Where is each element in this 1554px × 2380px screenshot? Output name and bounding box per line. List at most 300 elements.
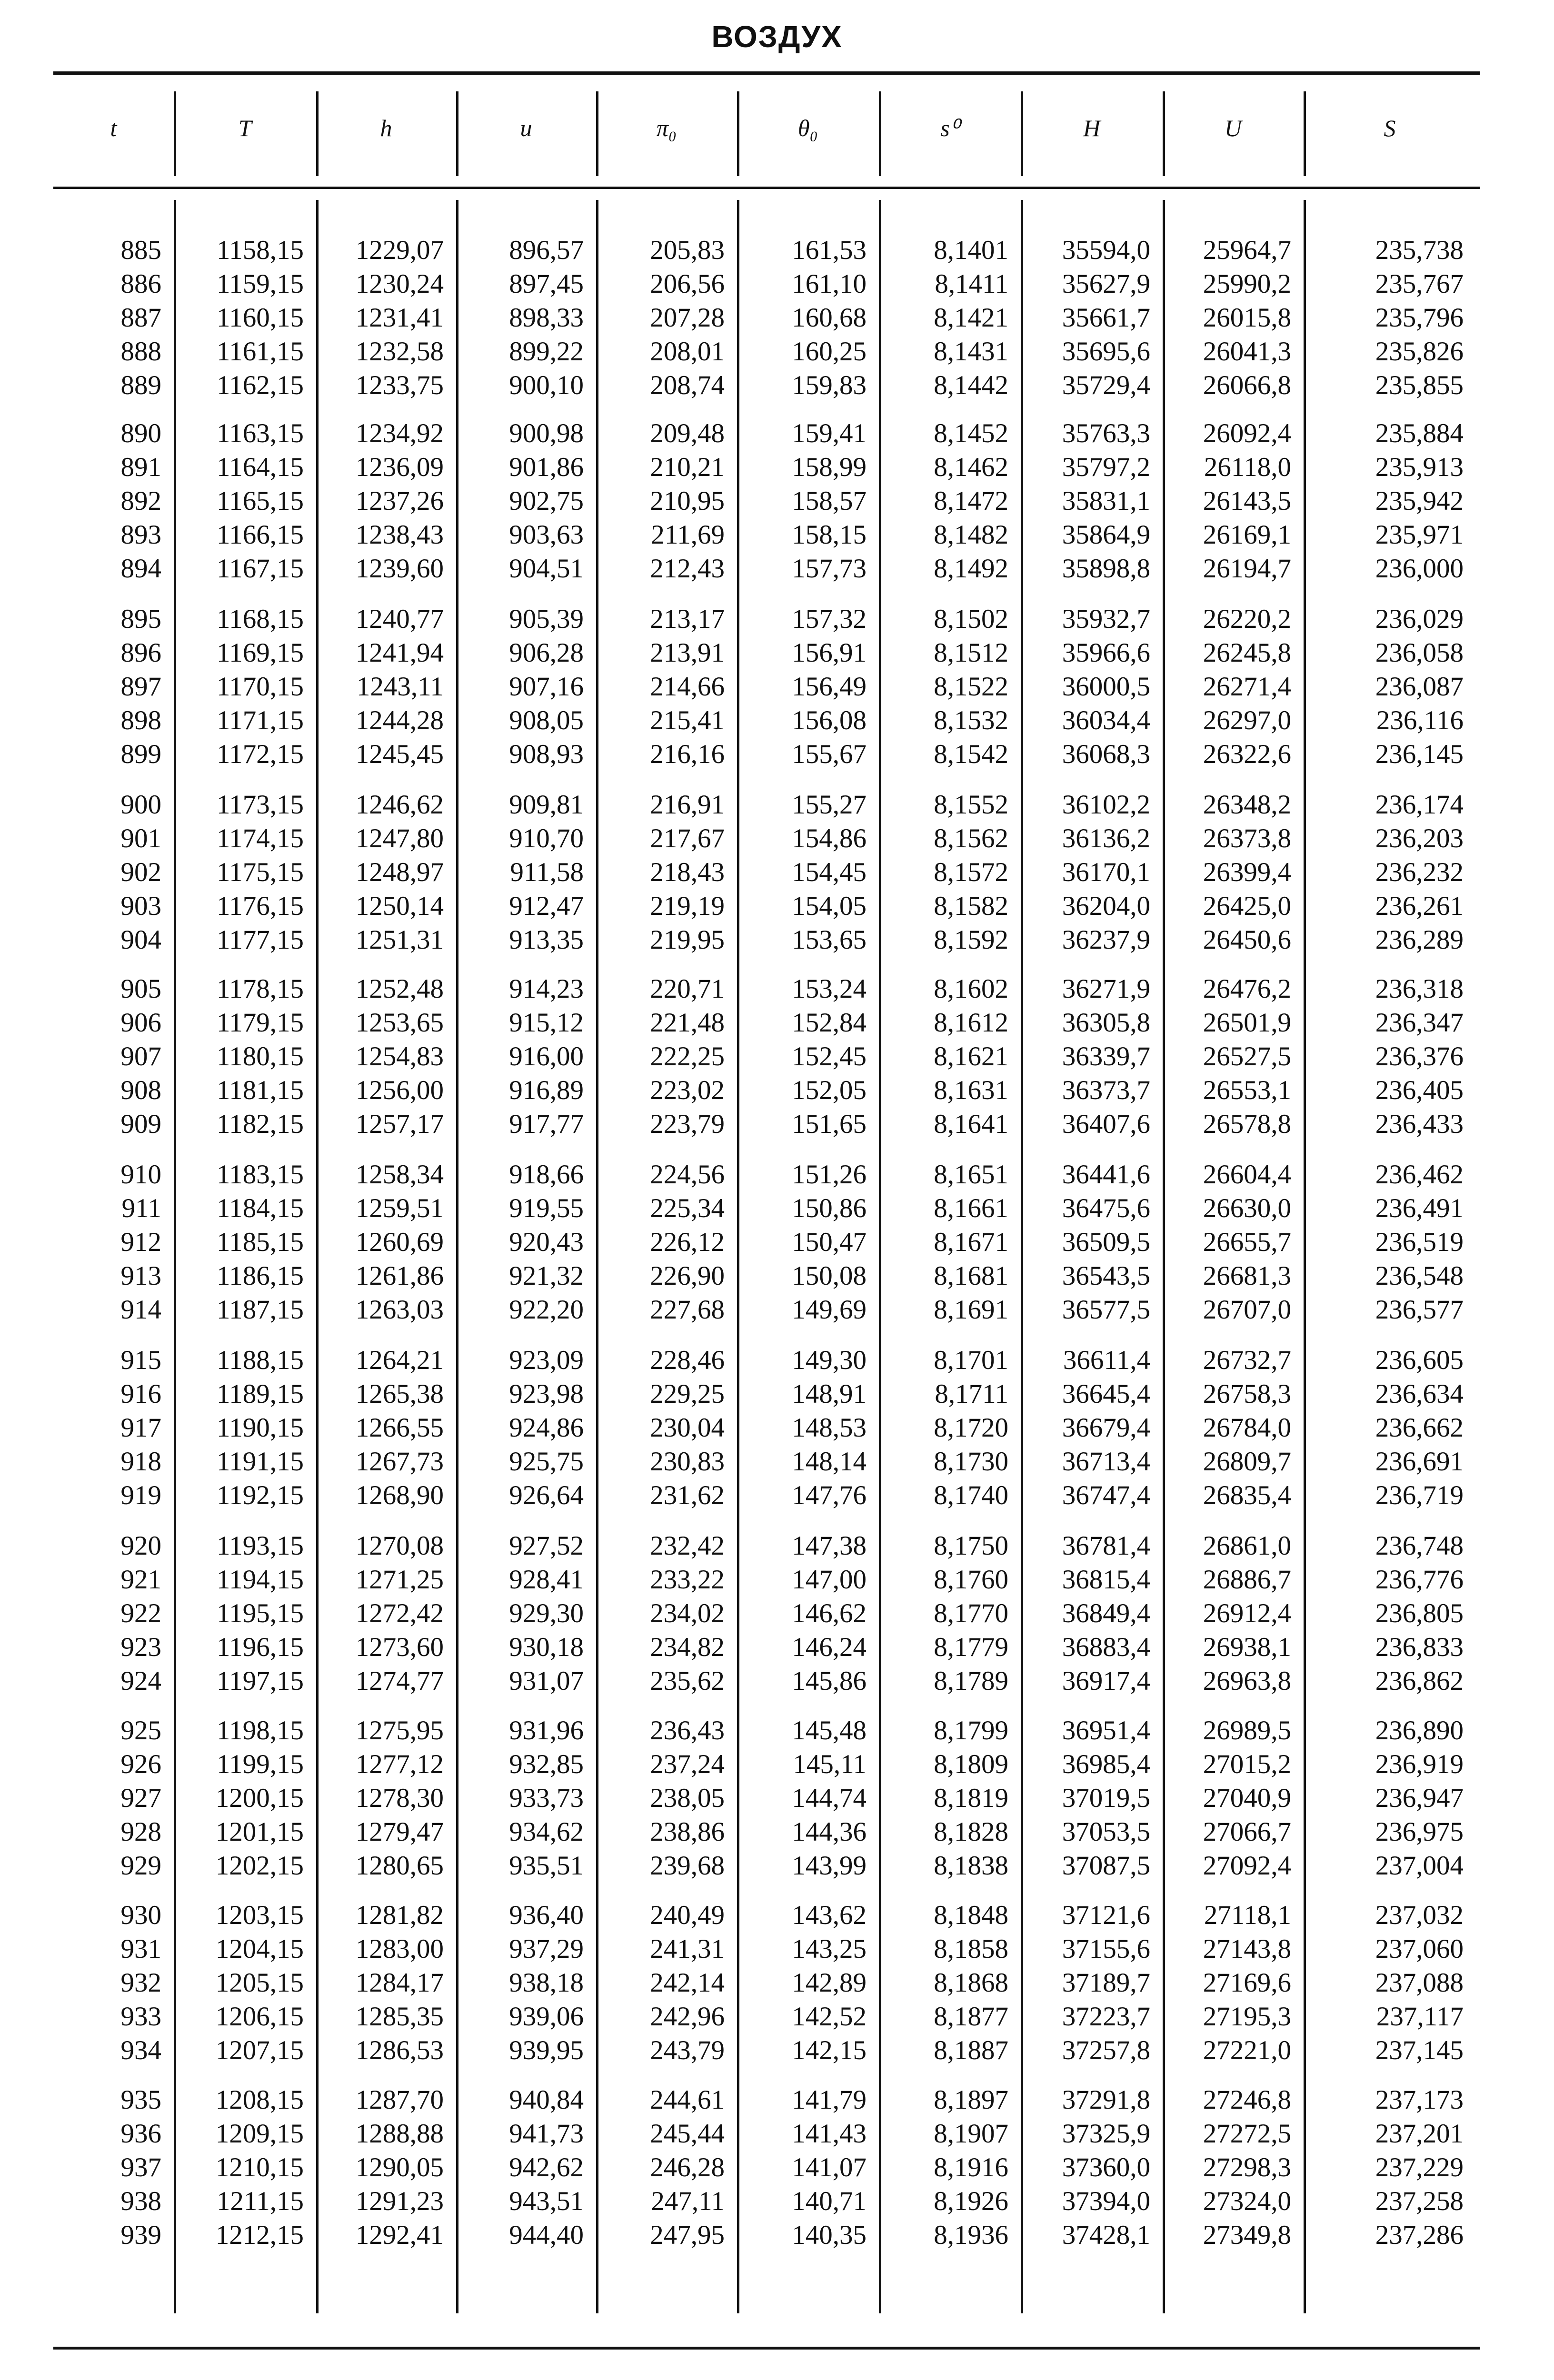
cell-t: 919 xyxy=(120,1480,161,1510)
cell-S: 236,116 xyxy=(1376,705,1464,735)
cell-h: 1266,55 xyxy=(355,1413,444,1443)
cell-S: 236,748 xyxy=(1375,1531,1464,1561)
cell-H: 36849,4 xyxy=(1062,1598,1150,1628)
cell-s0: 8,1462 xyxy=(934,452,1008,482)
cell-pi0: 247,95 xyxy=(650,2220,725,2250)
cell-h: 1253,65 xyxy=(355,1008,444,1038)
cell-u: 939,06 xyxy=(509,2002,584,2032)
cell-t: 907 xyxy=(120,1041,161,1071)
cell-h: 1277,12 xyxy=(355,1749,444,1779)
cell-u: 898,33 xyxy=(509,303,584,333)
column-header-S: S xyxy=(1384,115,1396,141)
cell-S: 237,117 xyxy=(1376,2002,1464,2032)
cell-s0: 8,1779 xyxy=(934,1632,1008,1662)
cell-T: 1182,15 xyxy=(216,1109,304,1139)
cell-S: 236,519 xyxy=(1375,1227,1464,1257)
cell-H: 36815,4 xyxy=(1062,1565,1150,1595)
cell-T: 1188,15 xyxy=(216,1345,304,1375)
cell-pi0: 235,62 xyxy=(650,1666,725,1696)
cell-pi0: 208,74 xyxy=(650,370,725,400)
cell-u: 900,10 xyxy=(509,370,584,400)
cell-theta0: 157,73 xyxy=(792,554,867,584)
cell-theta0: 145,48 xyxy=(792,1716,867,1745)
cell-theta0: 144,36 xyxy=(792,1817,867,1847)
cell-s0: 8,1562 xyxy=(934,823,1008,853)
cell-H: 36883,4 xyxy=(1062,1632,1150,1662)
cell-U: 26373,8 xyxy=(1203,823,1291,853)
cell-theta0: 149,69 xyxy=(792,1295,867,1325)
cell-u: 937,29 xyxy=(509,1934,584,1964)
cell-pi0: 239,68 xyxy=(650,1851,725,1881)
cell-theta0: 156,49 xyxy=(792,672,867,702)
cell-h: 1260,69 xyxy=(355,1227,444,1257)
cell-T: 1172,15 xyxy=(216,739,304,769)
cell-H: 36611,4 xyxy=(1063,1345,1150,1375)
cell-T: 1186,15 xyxy=(216,1261,304,1291)
cell-t: 908 xyxy=(120,1075,161,1105)
cell-U: 26732,7 xyxy=(1203,1345,1291,1375)
cell-U: 26835,4 xyxy=(1203,1480,1291,1510)
cell-theta0: 141,07 xyxy=(792,2152,867,2182)
cell-pi0: 208,01 xyxy=(650,337,725,367)
column-header-t: t xyxy=(110,115,117,141)
cell-S: 236,776 xyxy=(1375,1565,1464,1595)
cell-S: 236,662 xyxy=(1375,1413,1464,1443)
cell-U: 26015,8 xyxy=(1203,303,1291,333)
cell-s0: 8,1542 xyxy=(934,739,1008,769)
cell-U: 27066,7 xyxy=(1203,1817,1291,1847)
cell-H: 37189,7 xyxy=(1062,1968,1150,1998)
cell-h: 1252,48 xyxy=(355,974,444,1004)
cell-u: 897,45 xyxy=(509,269,584,299)
cell-u: 921,32 xyxy=(509,1261,584,1291)
cell-H: 36985,4 xyxy=(1062,1749,1150,1779)
cell-H: 35661,7 xyxy=(1062,303,1150,333)
cell-t: 911 xyxy=(121,1193,161,1223)
cell-theta0: 145,86 xyxy=(792,1666,867,1696)
cell-s0: 8,1512 xyxy=(934,638,1008,668)
cell-pi0: 218,43 xyxy=(650,857,725,887)
cell-s0: 8,1482 xyxy=(934,520,1008,550)
cell-s0: 8,1809 xyxy=(934,1749,1008,1779)
cell-s0: 8,1631 xyxy=(934,1075,1008,1105)
cell-U: 27349,8 xyxy=(1203,2220,1291,2250)
cell-t: 922 xyxy=(120,1598,161,1628)
cell-T: 1195,15 xyxy=(216,1598,304,1628)
cell-H: 36068,3 xyxy=(1062,739,1150,769)
cell-u: 900,98 xyxy=(509,418,584,448)
cell-t: 929 xyxy=(120,1851,161,1881)
cell-u: 902,75 xyxy=(509,486,584,516)
cell-theta0: 147,38 xyxy=(792,1531,867,1561)
cell-s0: 8,1681 xyxy=(934,1261,1008,1291)
cell-h: 1233,75 xyxy=(355,370,444,400)
cell-h: 1239,60 xyxy=(355,554,444,584)
cell-H: 36781,4 xyxy=(1062,1531,1150,1561)
cell-S: 236,289 xyxy=(1375,925,1464,955)
cell-U: 26450,6 xyxy=(1203,925,1291,955)
cell-H: 36543,5 xyxy=(1062,1261,1150,1291)
cell-U: 27118,1 xyxy=(1204,1900,1291,1930)
cell-U: 26041,3 xyxy=(1203,337,1291,367)
cell-s0: 8,1770 xyxy=(934,1598,1008,1628)
cell-h: 1240,77 xyxy=(355,604,444,634)
cell-s0: 8,1421 xyxy=(934,303,1008,333)
cell-s0: 8,1926 xyxy=(934,2186,1008,2216)
cell-h: 1259,51 xyxy=(355,1193,444,1223)
cell-T: 1194,15 xyxy=(216,1565,304,1595)
cell-t: 913 xyxy=(120,1261,161,1291)
cell-h: 1263,03 xyxy=(355,1295,444,1325)
cell-h: 1236,09 xyxy=(355,452,444,482)
cell-u: 919,55 xyxy=(509,1193,584,1223)
cell-h: 1270,08 xyxy=(355,1531,444,1561)
cell-s0: 8,1502 xyxy=(934,604,1008,634)
cell-t: 891 xyxy=(120,452,161,482)
cell-u: 912,47 xyxy=(509,891,584,921)
cell-s0: 8,1916 xyxy=(934,2152,1008,2182)
column-header-T: T xyxy=(238,115,252,141)
cell-theta0: 160,68 xyxy=(792,303,867,333)
cell-S: 236,376 xyxy=(1375,1041,1464,1071)
cell-theta0: 149,30 xyxy=(792,1345,867,1375)
cell-T: 1187,15 xyxy=(216,1295,304,1325)
cell-U: 26886,7 xyxy=(1203,1565,1291,1595)
cell-theta0: 153,65 xyxy=(792,925,867,955)
cell-s0: 8,1661 xyxy=(934,1193,1008,1223)
cell-s0: 8,1730 xyxy=(934,1447,1008,1477)
cell-theta0: 151,26 xyxy=(792,1160,867,1190)
cell-h: 1272,42 xyxy=(355,1598,444,1628)
cell-U: 27324,0 xyxy=(1203,2186,1291,2216)
cell-h: 1245,45 xyxy=(355,739,444,769)
cell-h: 1281,82 xyxy=(355,1900,444,1930)
cell-S: 236,605 xyxy=(1375,1345,1464,1375)
cell-u: 936,40 xyxy=(509,1900,584,1930)
cell-S: 235,913 xyxy=(1375,452,1464,482)
cell-pi0: 245,44 xyxy=(650,2119,725,2149)
cell-pi0: 238,05 xyxy=(650,1783,725,1813)
cell-theta0: 152,84 xyxy=(792,1008,867,1038)
cell-s0: 8,1750 xyxy=(934,1531,1008,1561)
cell-pi0: 234,82 xyxy=(650,1632,725,1662)
cell-theta0: 161,53 xyxy=(792,235,867,265)
cell-H: 37257,8 xyxy=(1062,2035,1150,2065)
cell-theta0: 155,27 xyxy=(792,790,867,820)
cell-theta0: 143,62 xyxy=(792,1900,867,1930)
cell-H: 36170,1 xyxy=(1062,857,1150,887)
cell-U: 26707,0 xyxy=(1203,1295,1291,1325)
cell-u: 904,51 xyxy=(509,554,584,584)
cell-theta0: 161,10 xyxy=(792,269,867,299)
cell-u: 903,63 xyxy=(509,520,584,550)
cell-T: 1162,15 xyxy=(216,370,304,400)
cell-h: 1265,38 xyxy=(355,1379,444,1409)
cell-t: 918 xyxy=(120,1447,161,1477)
cell-H: 36441,6 xyxy=(1062,1160,1150,1190)
cell-s0: 8,1472 xyxy=(934,486,1008,516)
cell-u: 932,85 xyxy=(509,1749,584,1779)
cell-theta0: 154,05 xyxy=(792,891,867,921)
column-header-u: u xyxy=(520,115,532,141)
cell-s0: 8,1411 xyxy=(935,269,1008,299)
cell-T: 1160,15 xyxy=(216,303,304,333)
cell-s0: 8,1442 xyxy=(934,370,1008,400)
cell-S: 236,462 xyxy=(1375,1160,1464,1190)
cell-u: 909,81 xyxy=(509,790,584,820)
cell-H: 36271,9 xyxy=(1062,974,1150,1004)
cell-theta0: 142,52 xyxy=(792,2002,867,2032)
cell-u: 934,62 xyxy=(509,1817,584,1847)
cell-s0: 8,1740 xyxy=(934,1480,1008,1510)
cell-pi0: 230,04 xyxy=(650,1413,725,1443)
cell-h: 1273,60 xyxy=(355,1632,444,1662)
cell-h: 1248,97 xyxy=(355,857,444,887)
cell-S: 236,491 xyxy=(1375,1193,1464,1223)
cell-t: 889 xyxy=(120,370,161,400)
cell-H: 35864,9 xyxy=(1062,520,1150,550)
cell-pi0: 214,66 xyxy=(650,672,725,702)
cell-u: 925,75 xyxy=(509,1447,584,1477)
cell-T: 1180,15 xyxy=(216,1041,304,1071)
cell-H: 37360,0 xyxy=(1062,2152,1150,2182)
cell-U: 26118,0 xyxy=(1204,452,1291,482)
cell-u: 910,70 xyxy=(509,823,584,853)
cell-h: 1290,05 xyxy=(355,2152,444,2182)
cell-T: 1206,15 xyxy=(215,2002,304,2032)
cell-U: 26169,1 xyxy=(1203,520,1291,550)
cell-U: 25964,7 xyxy=(1203,235,1291,265)
cell-h: 1285,35 xyxy=(355,2002,444,2032)
cell-S: 236,232 xyxy=(1375,857,1464,887)
top-rule xyxy=(53,71,1480,75)
cell-pi0: 210,95 xyxy=(650,486,725,516)
cell-u: 920,43 xyxy=(509,1227,584,1257)
cell-u: 908,93 xyxy=(509,739,584,769)
cell-H: 36373,7 xyxy=(1062,1075,1150,1105)
cell-S: 236,833 xyxy=(1375,1632,1464,1662)
cell-h: 1271,25 xyxy=(355,1565,444,1595)
cell-S: 236,318 xyxy=(1375,974,1464,1004)
cell-theta0: 150,86 xyxy=(792,1193,867,1223)
cell-S: 235,855 xyxy=(1375,370,1464,400)
cell-s0: 8,1522 xyxy=(934,672,1008,702)
cell-theta0: 155,67 xyxy=(792,739,867,769)
cell-T: 1176,15 xyxy=(216,891,304,921)
cell-h: 1267,73 xyxy=(355,1447,444,1477)
cell-S: 236,405 xyxy=(1375,1075,1464,1105)
cell-theta0: 160,25 xyxy=(792,337,867,367)
cell-U: 26194,7 xyxy=(1203,554,1291,584)
cell-t: 930 xyxy=(120,1900,161,1930)
cell-H: 35831,1 xyxy=(1062,486,1150,516)
cell-pi0: 229,25 xyxy=(650,1379,725,1409)
cell-H: 36917,4 xyxy=(1062,1666,1150,1696)
cell-h: 1292,41 xyxy=(355,2220,444,2250)
cell-t: 901 xyxy=(120,823,161,853)
cell-h: 1256,00 xyxy=(355,1075,444,1105)
cell-H: 37019,5 xyxy=(1062,1783,1150,1813)
cell-T: 1211,15 xyxy=(216,2186,304,2216)
cell-s0: 8,1799 xyxy=(934,1716,1008,1745)
cell-h: 1244,28 xyxy=(355,705,444,735)
cell-t: 900 xyxy=(120,790,161,820)
cell-U: 26809,7 xyxy=(1203,1447,1291,1477)
cell-pi0: 232,42 xyxy=(650,1531,725,1561)
cell-T: 1173,15 xyxy=(216,790,304,820)
cell-u: 933,73 xyxy=(509,1783,584,1813)
cell-s0: 8,1868 xyxy=(934,1968,1008,1998)
cell-U: 26630,0 xyxy=(1203,1193,1291,1223)
cell-s0: 8,1572 xyxy=(934,857,1008,887)
cell-H: 37428,1 xyxy=(1062,2220,1150,2250)
cell-s0: 8,1711 xyxy=(935,1379,1008,1409)
cell-S: 235,884 xyxy=(1375,418,1464,448)
cell-H: 35627,9 xyxy=(1062,269,1150,299)
cell-h: 1286,53 xyxy=(355,2035,444,2065)
cell-H: 37053,5 xyxy=(1062,1817,1150,1847)
cell-t: 909 xyxy=(120,1109,161,1139)
cell-S: 236,947 xyxy=(1375,1783,1464,1813)
cell-S: 236,145 xyxy=(1375,739,1464,769)
cell-S: 236,719 xyxy=(1375,1480,1464,1510)
cell-T: 1169,15 xyxy=(216,638,304,668)
cell-S: 237,145 xyxy=(1375,2035,1464,2065)
cell-t: 897 xyxy=(120,672,161,702)
cell-h: 1250,14 xyxy=(355,891,444,921)
cell-H: 35729,4 xyxy=(1062,370,1150,400)
cell-H: 36305,8 xyxy=(1062,1008,1150,1038)
cell-u: 929,30 xyxy=(509,1598,584,1628)
cell-u: 907,16 xyxy=(509,672,584,702)
cell-H: 36509,5 xyxy=(1062,1227,1150,1257)
cell-pi0: 226,90 xyxy=(650,1261,725,1291)
cell-t: 892 xyxy=(120,486,161,516)
cell-T: 1192,15 xyxy=(216,1480,304,1510)
cell-s0: 8,1552 xyxy=(934,790,1008,820)
cell-T: 1174,15 xyxy=(216,823,304,853)
column-header-H: H xyxy=(1083,115,1101,141)
cell-T: 1197,15 xyxy=(216,1666,304,1696)
cell-theta0: 154,45 xyxy=(792,857,867,887)
cell-pi0: 242,96 xyxy=(650,2002,725,2032)
cell-T: 1161,15 xyxy=(216,337,304,367)
cell-theta0: 144,74 xyxy=(792,1783,867,1813)
cell-S: 237,060 xyxy=(1375,1934,1464,1964)
cell-H: 36645,4 xyxy=(1062,1379,1150,1409)
cell-T: 1185,15 xyxy=(216,1227,304,1257)
cell-H: 37155,6 xyxy=(1062,1934,1150,1964)
cell-pi0: 247,11 xyxy=(651,2186,725,2216)
cell-U: 26758,3 xyxy=(1203,1379,1291,1409)
cell-t: 926 xyxy=(120,1749,161,1779)
cell-S: 237,088 xyxy=(1375,1968,1464,1998)
bottom-rule xyxy=(53,2347,1480,2350)
cell-T: 1166,15 xyxy=(216,520,304,550)
cell-s0: 8,1602 xyxy=(934,974,1008,1004)
cell-theta0: 156,91 xyxy=(792,638,867,668)
cell-s0: 8,1401 xyxy=(934,235,1008,265)
cell-h: 1247,80 xyxy=(355,823,444,853)
cell-theta0: 152,45 xyxy=(792,1041,867,1071)
cell-S: 236,174 xyxy=(1375,790,1464,820)
cell-t: 917 xyxy=(120,1413,161,1443)
cell-t: 916 xyxy=(120,1379,161,1409)
cell-S: 236,890 xyxy=(1375,1716,1464,1745)
cell-T: 1200,15 xyxy=(215,1783,304,1813)
cell-T: 1203,15 xyxy=(215,1900,304,1930)
cell-S: 236,203 xyxy=(1375,823,1464,853)
cell-h: 1283,00 xyxy=(355,1934,444,1964)
cell-pi0: 216,16 xyxy=(650,739,725,769)
cell-theta0: 147,76 xyxy=(792,1480,867,1510)
cell-h: 1237,26 xyxy=(355,486,444,516)
cell-u: 918,66 xyxy=(509,1160,584,1190)
cell-S: 236,919 xyxy=(1375,1749,1464,1779)
cell-h: 1246,62 xyxy=(355,790,444,820)
cell-h: 1243,11 xyxy=(356,672,444,702)
cell-S: 236,634 xyxy=(1375,1379,1464,1409)
cell-pi0: 240,49 xyxy=(650,1900,725,1930)
cell-H: 35594,0 xyxy=(1062,235,1150,265)
cell-h: 1278,30 xyxy=(355,1783,444,1813)
cell-u: 901,86 xyxy=(509,452,584,482)
cell-t: 924 xyxy=(120,1666,161,1696)
cell-u: 931,96 xyxy=(509,1716,584,1745)
cell-u: 924,86 xyxy=(509,1413,584,1443)
cell-s0: 8,1819 xyxy=(934,1783,1008,1813)
cell-s0: 8,1887 xyxy=(934,2035,1008,2065)
cell-s0: 8,1691 xyxy=(934,1295,1008,1325)
cell-pi0: 207,28 xyxy=(650,303,725,333)
cell-h: 1254,83 xyxy=(355,1041,444,1071)
cell-u: 939,95 xyxy=(509,2035,584,2065)
cell-S: 235,796 xyxy=(1375,303,1464,333)
cell-T: 1196,15 xyxy=(216,1632,304,1662)
cell-h: 1279,47 xyxy=(355,1817,444,1847)
cell-S: 235,826 xyxy=(1375,337,1464,367)
cell-t: 895 xyxy=(120,604,161,634)
cell-theta0: 154,86 xyxy=(792,823,867,853)
cell-s0: 8,1858 xyxy=(934,1934,1008,1964)
cell-theta0: 150,47 xyxy=(792,1227,867,1257)
cell-u: 916,00 xyxy=(509,1041,584,1071)
cell-u: 923,98 xyxy=(509,1379,584,1409)
cell-h: 1251,31 xyxy=(355,925,444,955)
cell-t: 906 xyxy=(120,1008,161,1038)
cell-h: 1275,95 xyxy=(355,1716,444,1745)
cell-pi0: 210,21 xyxy=(650,452,725,482)
cell-H: 36339,7 xyxy=(1062,1041,1150,1071)
cell-U: 26245,8 xyxy=(1203,638,1291,668)
cell-S: 237,201 xyxy=(1375,2119,1464,2149)
cell-s0: 8,1641 xyxy=(934,1109,1008,1139)
cell-U: 26399,4 xyxy=(1203,857,1291,887)
cell-T: 1164,15 xyxy=(216,452,304,482)
cell-S: 236,548 xyxy=(1375,1261,1464,1291)
cell-theta0: 157,32 xyxy=(792,604,867,634)
cell-t: 925 xyxy=(120,1716,161,1745)
cell-H: 37394,0 xyxy=(1062,2186,1150,2216)
cell-S: 235,971 xyxy=(1375,520,1464,550)
cell-U: 26271,4 xyxy=(1203,672,1291,702)
cell-U: 26476,2 xyxy=(1203,974,1291,1004)
cell-s0: 8,1936 xyxy=(934,2220,1008,2250)
cell-t: 927 xyxy=(120,1783,161,1813)
cell-pi0: 230,83 xyxy=(650,1447,725,1477)
cell-theta0: 142,15 xyxy=(792,2035,867,2065)
cell-H: 35797,2 xyxy=(1062,452,1150,482)
